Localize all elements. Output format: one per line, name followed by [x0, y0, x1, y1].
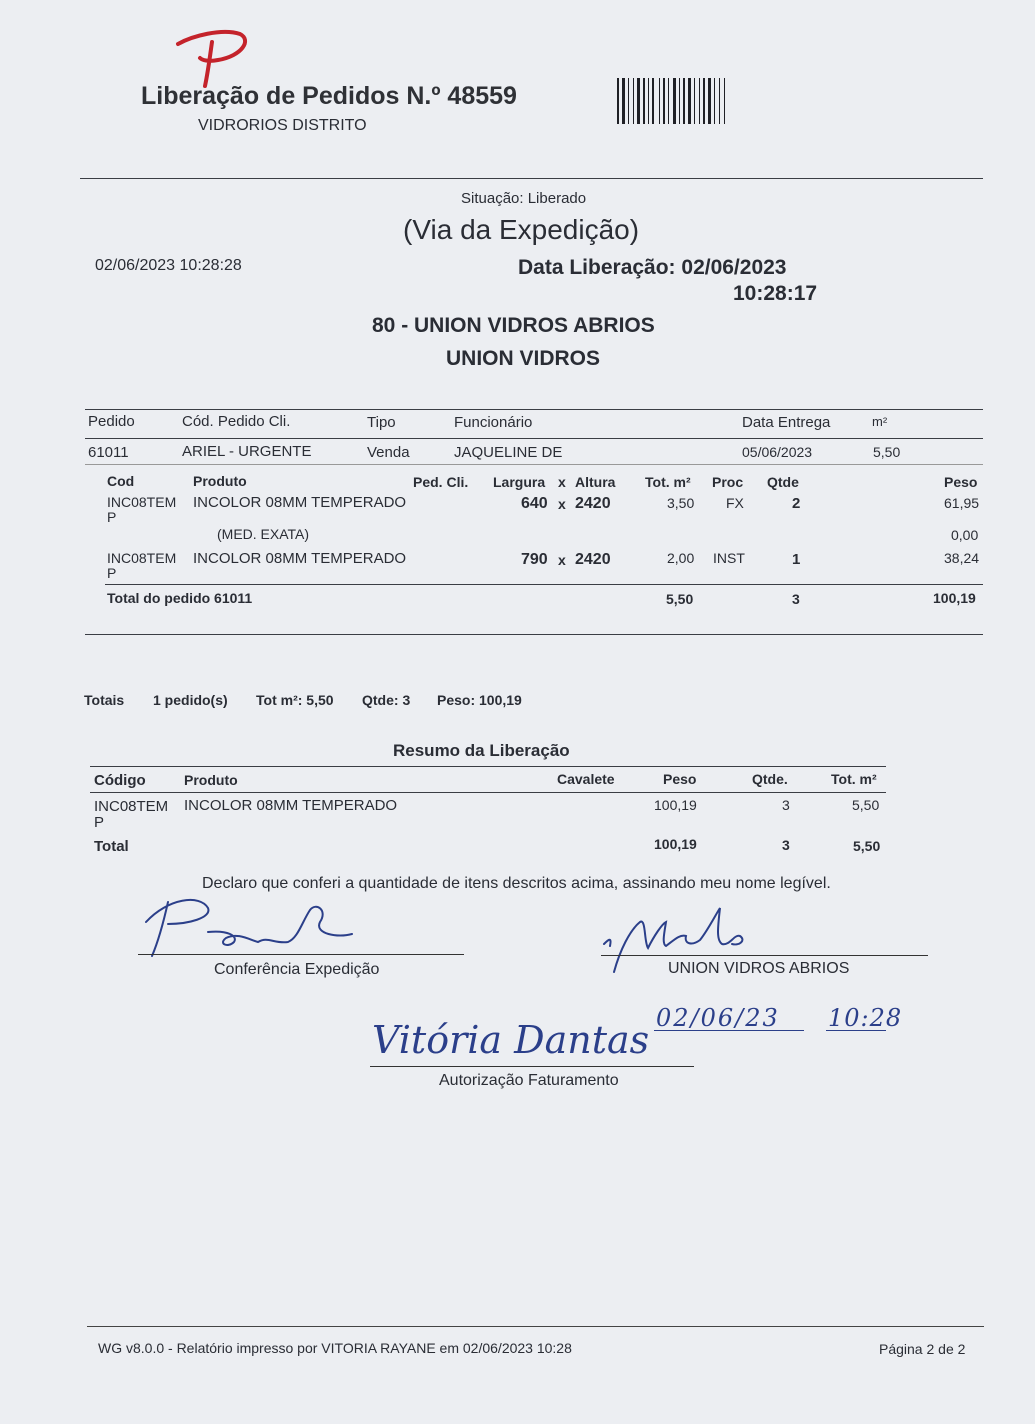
item-col-produto: Produto	[193, 473, 247, 489]
order-row-line	[85, 464, 983, 465]
summary-total-tot-m2: 5,50	[853, 838, 881, 854]
handwritten-time: 10:28	[828, 1004, 903, 1032]
logo-p-icon	[172, 14, 252, 86]
item-col-largura: Largura	[493, 474, 546, 490]
document-title: Liberação de Pedidos N.º 48559	[141, 82, 517, 110]
item-col-qtde: Qtde	[767, 474, 799, 490]
item-col-proc: Proc	[712, 474, 744, 490]
summary-col-codigo: Código	[94, 772, 146, 789]
summary-col-qtde: Qtde.	[752, 771, 788, 787]
order-table-top	[85, 409, 983, 410]
item-col-cod: Cod	[107, 473, 135, 489]
handwritten-date: 02/06/23	[656, 1004, 780, 1032]
right-signature-label: UNION VIDROS ABRIOS	[668, 960, 850, 977]
totals-m2: Tot m²: 5,50	[256, 692, 334, 708]
item2-tot-m2: 2,00	[667, 550, 695, 566]
print-datetime: 02/06/2023 10:28:28	[95, 257, 242, 274]
col-m2: m²	[872, 414, 888, 429]
summary-total-label: Total	[94, 838, 129, 855]
order-table-header-line	[85, 438, 983, 439]
summary-codigo: INC08TEM	[94, 798, 169, 815]
col-cod-cli: Cód. Pedido Cli.	[182, 413, 291, 430]
summary-col-produto: Produto	[184, 772, 238, 788]
bottom-signature-line	[370, 1066, 694, 1067]
item-col-altura: Altura	[575, 474, 616, 490]
release-time: 10:28:17	[733, 282, 818, 305]
items-total-line	[105, 584, 983, 585]
order-funcionario: JAQUELINE DE	[454, 444, 563, 461]
order-total-peso: 100,19	[933, 590, 976, 606]
order-pedido: 61011	[88, 444, 129, 461]
footer-printed-by: WG v8.0.0 - Relatório impresso por VITORIA RAYANE em 02/06/2023 10:28	[98, 1340, 572, 1356]
totals-label: Totais	[84, 692, 125, 708]
bottom-signature-label: Autorização Faturamento	[439, 1072, 619, 1089]
right-signature-line	[601, 955, 928, 956]
item2-x: x	[558, 552, 566, 568]
order-total-label: Total do pedido 61011	[107, 590, 253, 606]
item-col-ped-cli: Ped. Cli.	[413, 474, 469, 490]
summary-tot-m2: 5,50	[852, 797, 880, 813]
item2-qtde: 1	[792, 551, 801, 568]
via-title: (Via da Expedição)	[403, 214, 640, 245]
company-name: VIDRORIOS DISTRITO	[198, 117, 367, 134]
client-short-name: UNION VIDROS	[446, 347, 601, 370]
status-text: Situação: Liberado	[461, 190, 587, 207]
item-col-tot-m2: Tot. m²	[645, 474, 691, 490]
item1-x: x	[558, 496, 566, 512]
item1-cod-suffix: P	[107, 509, 117, 525]
summary-total-qtde: 3	[782, 837, 790, 853]
item1-proc: FX	[726, 495, 744, 511]
summary-qtde: 3	[782, 797, 790, 813]
item1-produto: INCOLOR 08MM TEMPERADO	[193, 494, 407, 511]
summary-col-cavalete: Cavalete	[557, 771, 615, 787]
item2-altura: 2420	[575, 551, 611, 568]
barcode-icon	[617, 78, 777, 124]
item-note: (MED. EXATA)	[217, 526, 310, 542]
totals-pedidos: 1 pedido(s)	[153, 692, 228, 708]
item-note-peso: 0,00	[951, 527, 979, 543]
item2-largura: 790	[521, 551, 548, 568]
col-data-entrega: Data Entrega	[742, 414, 831, 431]
totals-peso: Peso: 100,19	[437, 692, 522, 708]
left-signature-line	[138, 954, 464, 955]
summary-title: Resumo da Liberação	[393, 741, 570, 760]
item1-peso: 61,95	[944, 495, 980, 511]
summary-codigo-suffix: P	[94, 814, 105, 831]
order-m2: 5,50	[873, 444, 901, 460]
item1-cod: INC08TEM	[107, 494, 177, 510]
order-cod-cli: ARIEL - URGENTE	[182, 443, 312, 460]
order-data-entrega: 05/06/2023	[742, 444, 813, 460]
item-col-x: x	[558, 474, 566, 490]
item2-cod: INC08TEM	[107, 550, 177, 566]
summary-col-tot-m2: Tot. m²	[831, 771, 877, 787]
release-date: Data Liberação: 02/06/2023	[518, 256, 787, 279]
item1-altura: 2420	[575, 495, 611, 512]
item1-tot-m2: 3,50	[667, 495, 695, 511]
col-tipo: Tipo	[367, 414, 396, 431]
col-pedido: Pedido	[88, 413, 135, 430]
totals-qtde: Qtde: 3	[362, 692, 411, 708]
item2-proc: INST	[713, 550, 745, 566]
summary-total-peso: 100,19	[654, 836, 697, 852]
header-divider	[80, 178, 983, 179]
order-tipo: Venda	[367, 444, 410, 461]
client-name: 80 - UNION VIDROS ABRIOS	[372, 314, 655, 337]
item2-peso: 38,24	[944, 550, 980, 566]
handwritten-time-underline	[826, 1030, 886, 1031]
handwritten-date-underline	[654, 1030, 804, 1031]
bottom-signature: Vitória Dantas	[372, 1018, 650, 1062]
declaration-text: Declaro que conferi a quantidade de itens descritos acima, assinando meu nome legível.	[202, 875, 831, 892]
item-col-peso: Peso	[944, 474, 978, 490]
footer-page-number: Página 2 de 2	[879, 1341, 966, 1357]
item2-produto: INCOLOR 08MM TEMPERADO	[193, 550, 407, 567]
col-funcionario: Funcionário	[454, 414, 533, 431]
company-logo	[172, 14, 252, 86]
left-signature	[138, 892, 378, 962]
summary-peso: 100,19	[654, 797, 697, 813]
items-bottom-line	[85, 634, 983, 635]
summary-header-line	[90, 792, 886, 793]
footer-divider	[87, 1326, 984, 1327]
item1-qtde: 2	[792, 495, 801, 512]
summary-top-line	[90, 766, 886, 767]
left-signature-label: Conferência Expedição	[214, 961, 380, 978]
item1-largura: 640	[521, 495, 548, 512]
summary-produto: INCOLOR 08MM TEMPERADO	[184, 797, 398, 814]
order-total-qtde: 3	[792, 591, 800, 607]
order-total-m2: 5,50	[666, 591, 694, 607]
summary-col-peso: Peso	[663, 771, 697, 787]
item2-cod-suffix: P	[107, 565, 117, 581]
